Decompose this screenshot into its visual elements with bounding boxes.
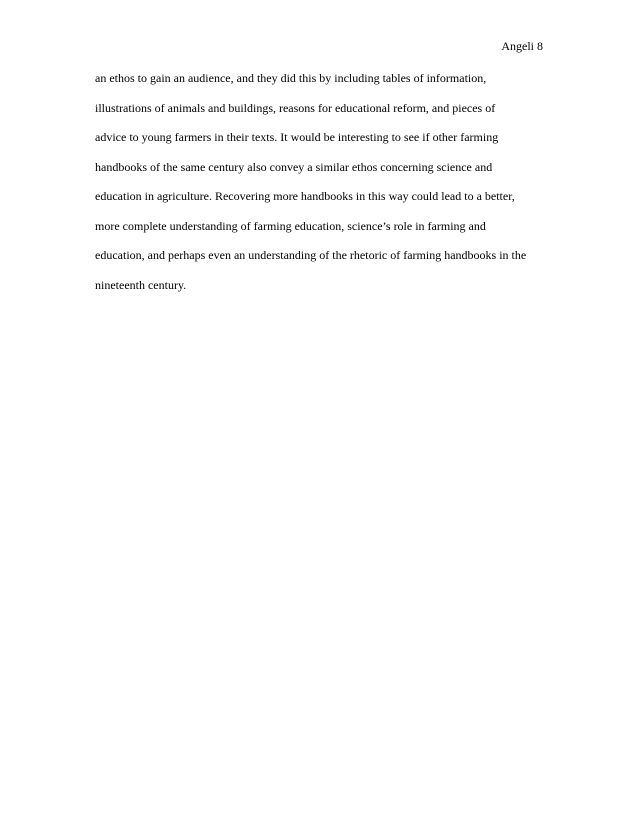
text-line: education in agriculture. Recovering more handbooks in this way could lead to a better,	[95, 189, 515, 203]
text-line: advice to young farmers in their texts. It would be interesting to see if other farming	[95, 130, 499, 144]
body-paragraph	[95, 71, 565, 307]
text-line: illustrations of animals and buildings, reasons for educational reform, and pieces of	[95, 100, 496, 115]
text-line: education, and perhaps even an understanding of the rhetoric of farming handbooks in the	[95, 248, 527, 262]
text-line: nineteenth century.	[95, 277, 187, 292]
text-line: more complete understanding of farming education, science’s role in farming and	[95, 218, 486, 233]
running-header: Angeli 8	[501, 39, 543, 53]
text-line: handbooks of the same century also convey a similar ethos concerning science and	[95, 159, 493, 174]
text-line: an ethos to gain an audience, and they did this by including tables of information,	[95, 71, 487, 85]
